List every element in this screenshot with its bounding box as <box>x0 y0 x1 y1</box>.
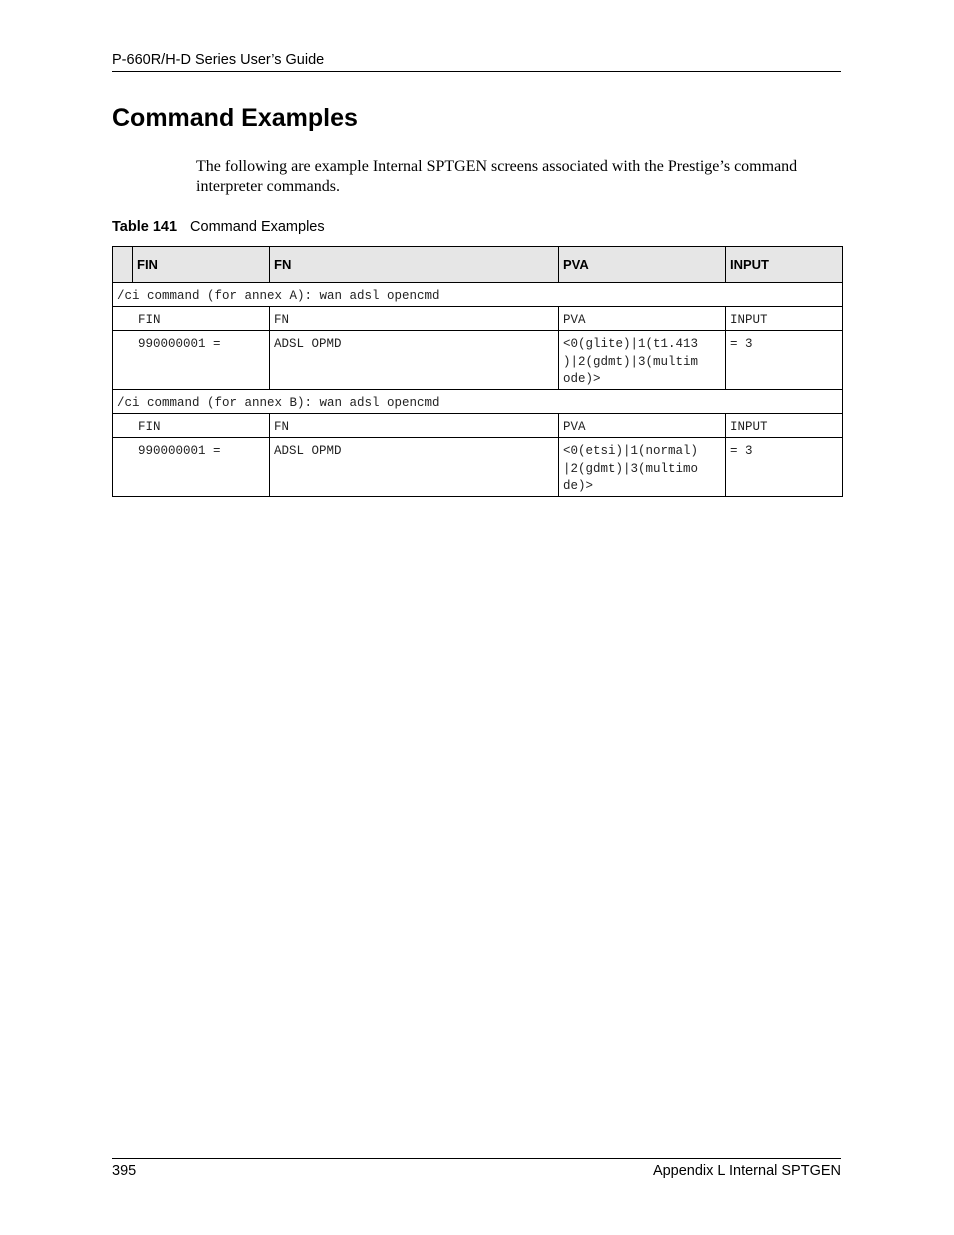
pva-line: ode)> <box>563 372 601 386</box>
cell-pva <box>559 331 726 390</box>
sub-header-row <box>113 307 843 331</box>
sub-header-fin: FIN <box>113 307 270 331</box>
pva-line: <0(etsi)|1(normal) <box>563 444 699 458</box>
cell-fin: 990000001 = <box>113 331 270 390</box>
cell-input: = 3 <box>726 438 843 497</box>
table-title: Command Examples <box>190 219 325 235</box>
cell-fn: ADSL OPMD <box>270 438 559 497</box>
header-input: INPUT <box>726 247 843 283</box>
header-fin: FIN <box>133 247 270 283</box>
sub-header-pva: PVA <box>559 414 726 438</box>
header-pva: PVA <box>559 247 726 283</box>
command-line: /ci command (for annex A): wan adsl opencmd <box>113 283 843 307</box>
command-row <box>113 390 843 414</box>
chapter-title: Appendix L Internal SPTGEN <box>652 1163 841 1179</box>
pva-line: <0(glite)|1(t1.413 <box>563 337 699 351</box>
header-fn: FN <box>270 247 559 283</box>
section-title: Command Examples <box>112 104 358 132</box>
sub-header-input: INPUT <box>726 414 843 438</box>
cell-fn: ADSL OPMD <box>270 331 559 390</box>
pva-line: )|2(gdmt)|3(multim <box>563 354 699 369</box>
table-caption <box>112 219 325 235</box>
sub-header-row <box>113 414 843 438</box>
command-examples-table <box>112 246 843 497</box>
running-footer <box>112 1158 841 1179</box>
header-blank-cell <box>113 247 133 283</box>
cell-fin: 990000001 = <box>113 438 270 497</box>
pva-line: |2(gdmt)|3(multimo <box>563 461 699 476</box>
page-number: 395 <box>112 1163 137 1179</box>
command-row <box>113 283 843 307</box>
intro-paragraph: The following are example Internal SPTGEN screens associated with the Prestige’s command interpreter commands. <box>196 158 798 195</box>
pva-line: de)> <box>563 479 594 493</box>
cell-input: = 3 <box>726 331 843 390</box>
running-header: P-660R/H-D Series User’s Guide <box>112 52 841 72</box>
table-header-row <box>113 247 843 283</box>
command-line: /ci command (for annex B): wan adsl opencmd <box>113 390 843 414</box>
sub-header-input: INPUT <box>726 307 843 331</box>
table-row <box>113 438 843 497</box>
sub-header-fin: FIN <box>113 414 270 438</box>
cell-pva <box>559 438 726 497</box>
sub-header-fn: FN <box>270 307 559 331</box>
table-number: Table 141 <box>112 219 178 235</box>
table-row <box>113 331 843 390</box>
sub-header-pva: PVA <box>559 307 726 331</box>
sub-header-fn: FN <box>270 414 559 438</box>
